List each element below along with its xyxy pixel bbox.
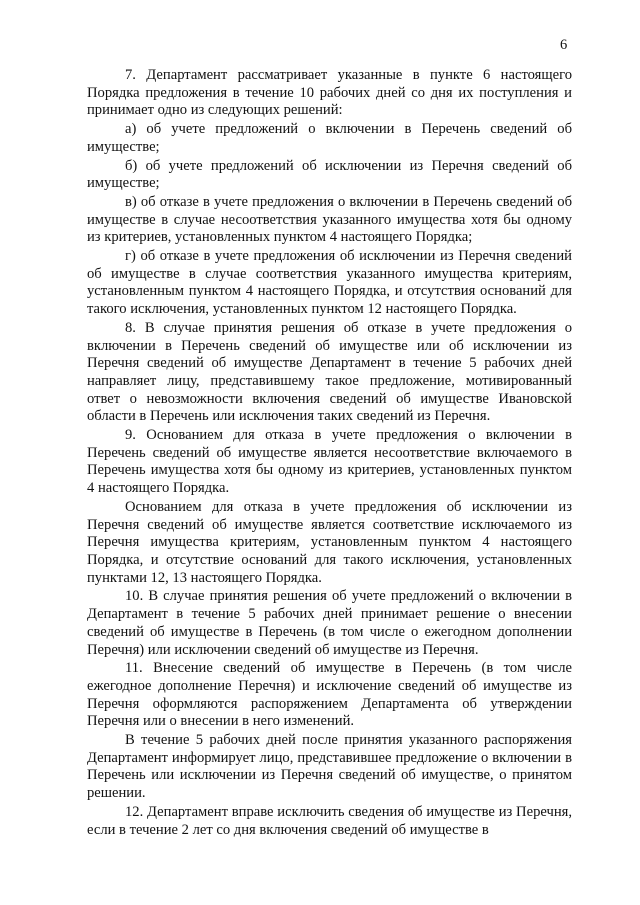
paragraph-10: 10. В случае принятия решения об учете предложений о включении в Департамент в течение 5 рабочих дней принимает решение о внесении сведений об имуществе в Перечень (в том числе о ежегодном дополнении Перечня) или исключении сведений об имуществе из Перечня. <box>87 588 572 658</box>
document-body <box>87 67 572 840</box>
paragraph-11: 11. Внесение сведений об имуществе в Перечень (в том числе ежегодное дополнение Перечня) и исключение сведений об имуществе из Перечня оформляются распоряжением Департамента об утверждении Перечня или о внесении в него изменений. <box>87 660 572 730</box>
paragraph-7a: а) об учете предложений о включении в Перечень сведений об имуществе; <box>87 121 572 155</box>
paragraph-7: 7. Департамент рассматривает указанные в пункте 6 настоящего Порядка предложения в течение 10 рабочих дней со дня их поступления и принимает одно из следующих решений: <box>87 67 572 119</box>
paragraph-7v: в) об отказе в учете предложения о включении в Перечень сведений об имуществе в случае несоответствия указанного имущества хотя бы одному из критериев, установленных пунктом 4 настоящего Порядка; <box>87 193 572 246</box>
paragraph-8: 8. В случае принятия решения об отказе в учете предложения о включении в Перечень сведений об имуществе или об исключении из Перечня сведений об имуществе Департамент в течение 5 рабочих дней направляет лицу, представившему такое предложение, мотивированный ответ о невозможности включения сведений об имуществе Ивановской области в Перечень или исключения таких сведений из Перечня. <box>87 319 572 425</box>
paragraph-11-second: В течение 5 рабочих дней после принятия указанного распоряжения Департамент информирует лицо, представившее предложение о включении в Перечень или исключении из Перечня сведений об имуществе, о принятом решении. <box>87 732 572 802</box>
paragraph-9: 9. Основанием для отказа в учете предложения о включении в Перечень сведений об имуществе является несоответствие включаемого в Перечень имущества хотя бы одному из критериев, установленных пунктом 4 настоящего Порядка. <box>87 427 572 497</box>
paragraph-12: 12. Департамент вправе исключить сведения об имуществе из Перечня, если в течение 2 лет со дня включения сведений об имуществе в <box>87 803 572 838</box>
paragraph-7b: б) об учете предложений об исключении из Перечня сведений об имуществе; <box>87 157 572 192</box>
paragraph-7g: г) об отказе в учете предложения об исключении из Перечня сведений об имуществе в случае соответствия указанного имущества критериям, установленным пунктом 4 настоящего Порядка, и отсутствия оснований для такого исключения, установленных пунктом 12 настоящего Порядка. <box>87 248 572 318</box>
paragraph-9-second: Основанием для отказа в учете предложения об исключении из Перечня сведений об имуществе является соответствие исключаемого из Перечня имущества критериям, установленным пунктом 4 настоящего Порядка, и отсутствие оснований для такого исключения, установленных пунктами 12, 13 настоящего Порядка. <box>87 498 572 586</box>
page-number: 6 <box>560 37 568 53</box>
